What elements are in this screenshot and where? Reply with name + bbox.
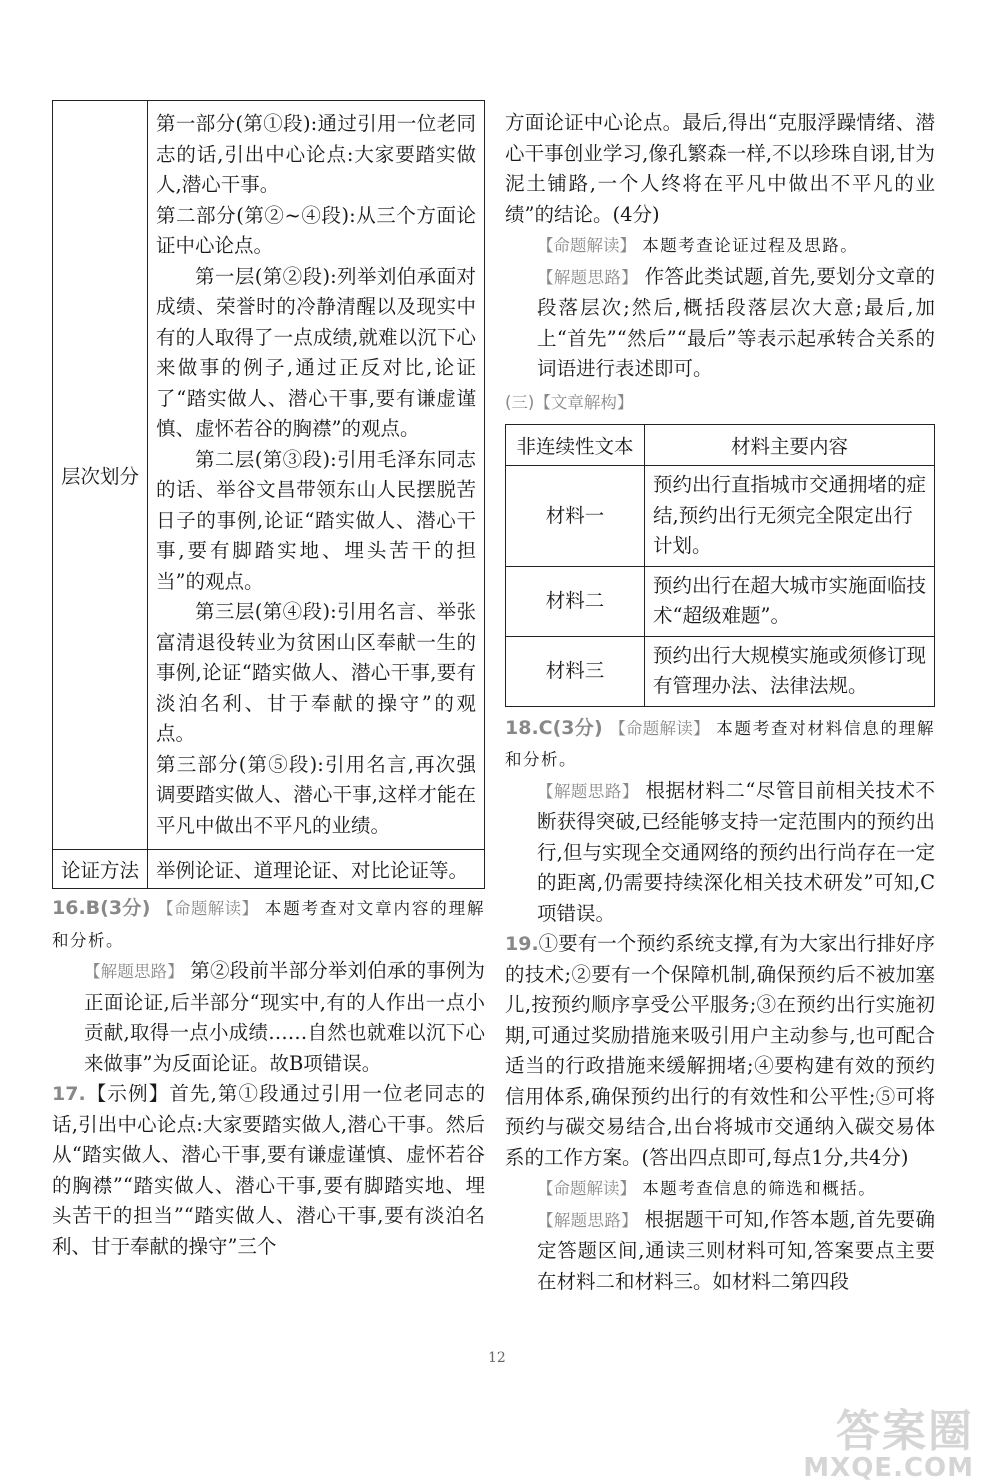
q16-interpret-text: 本题考查对文章内容的理解和分析。 xyxy=(52,899,486,950)
part-3: 第三部分(第⑤段):引用名言,再次强调要踏实做人、潜心干事,这样才能在平凡中做出不平凡的业绩。 xyxy=(156,752,476,837)
q17-tag-approach: 【解题思路】 xyxy=(537,267,639,287)
part-1: 第一部分(第①段):通过引用一位老同志的话,引出中心论点:大家要踏实做人,潜心干事。 xyxy=(156,112,476,196)
material-name: 材料一 xyxy=(506,466,645,567)
q18-approach-text: 根据材料二“尽管目前相关技术不断获得突破,已经能够支持一定范围内的预约出行,但与实现全交通网络的预约出行尚存在一定的距离,仍需要持续深化相关技术研发”可知,C项错误。 xyxy=(537,778,935,925)
watermark-url: MXQE.COM xyxy=(803,1453,974,1483)
table-row xyxy=(53,101,485,850)
row-label-layers: 层次划分 xyxy=(53,101,148,850)
table-row xyxy=(53,850,485,889)
table-row xyxy=(506,636,935,706)
q18-number: 18. xyxy=(505,716,539,739)
left-column xyxy=(52,100,485,1262)
col-header-text-type: 非连续性文本 xyxy=(506,425,645,466)
q16-number: 16. xyxy=(52,897,86,919)
q17-number: 17. xyxy=(52,1083,86,1105)
q19-tag-interpret: 【命题解读】 xyxy=(537,1179,636,1198)
material-content: 预约出行直指城市交通拥堵的症结,预约出行无须完全限定出行计划。 xyxy=(645,466,935,567)
section-3-heading: (三)【文章解构】 xyxy=(505,392,634,412)
q19-text: ①要有一个预约系统支撑,有为大家出行排好序的技术;②要有一个保障机制,确保预约后不被加塞儿,按预约顺序享受公平服务;③在预约出行实施初期,可通过奖励措施来吸引用户主动参与,也可配合适当的行政措施来缓解拥堵;④要构建有效的预约信用体系,确保预约出行的有效性和公平性;⑤可将预约与碳交易结合,出台将城市交通纳入碳交易体系的工作方案。(答出四点即可,每点1分,共4分) xyxy=(505,932,935,1169)
question-16 xyxy=(52,893,485,1079)
table-row xyxy=(506,566,935,636)
q19-number: 19. xyxy=(505,933,539,955)
col-header-content: 材料主要内容 xyxy=(645,425,935,466)
page-number: 12 xyxy=(488,1350,506,1366)
q16-answer: B(3分) xyxy=(85,897,151,919)
q16-tag-approach: 【解题思路】 xyxy=(84,962,184,981)
question-18 xyxy=(505,713,935,930)
layer-3: 第三层(第④段):引用名言、举张富清退役转业为贫困山区奉献一生的事例,论证“踏实做人、潜心干事,要有淡泊名利、甘于奉献的操守”的观点。 xyxy=(156,600,476,745)
q18-tag-interpret: 【命题解读】 xyxy=(609,718,710,738)
q19-interpret-text: 本题考查信息的筛选和概括。 xyxy=(642,1179,877,1198)
q19-approach-text: 根据题干可知,作答本题,首先要确定答题区间,通读三则材料可知,答案要点主要在材料二和材料三。如材料二第四段 xyxy=(537,1207,935,1293)
watermark-text: 答案圈 xyxy=(836,1406,974,1457)
table-header-row xyxy=(506,425,935,466)
q18-answer: C(3分) xyxy=(538,716,603,739)
right-column xyxy=(505,108,935,1297)
q16-tag-interpret: 【命题解读】 xyxy=(157,899,259,918)
part-2: 第二部分(第②~④段):从三个方面论证中心论点。 xyxy=(156,203,476,257)
watermark-logo xyxy=(803,1395,974,1483)
material-name: 材料三 xyxy=(506,636,645,706)
row-content-layers xyxy=(148,101,485,850)
q18-tag-approach: 【解题思路】 xyxy=(537,781,639,801)
question-19 xyxy=(505,929,935,1297)
q16-approach-text: 第②段前半部分举刘伯承的事例为正面论证,后半部分“现实中,有的人作出一点小贡献,取得一点小成绩……自然也就难以沉下心来做事”为反面论证。故B项错误。 xyxy=(84,959,485,1075)
layer-2: 第二层(第③段):引用毛泽东同志的话、举谷文昌带领东山人民摆脱苦日子的事例,论证“踏实做人、潜心干事,要有脚踏实地、埋头苦干的担当”的观点。 xyxy=(156,447,476,593)
q17-interpret-text: 本题考查论证过程及思路。 xyxy=(642,236,859,255)
row-content-methods: 举例论证、道理论证、对比论证等。 xyxy=(148,850,485,889)
layer-1: 第一层(第②段):列举刘伯承面对成绩、荣誉时的冷静清醒以及现实中有的人取得了一点成绩,就难以沉下心来做事的例子,通过正反对比,论证了“踏实做人、潜心干事,要有谦虚谨慎、虚怀若谷的胸襟”的观点。 xyxy=(156,264,476,440)
question-17 xyxy=(52,1079,485,1262)
row-label-methods: 论证方法 xyxy=(53,850,148,889)
q17-tag-interpret: 【命题解读】 xyxy=(537,236,636,255)
q19-tag-approach: 【解题思路】 xyxy=(537,1210,639,1230)
material-name: 材料二 xyxy=(506,566,645,636)
q17-continued: 方面论证中心论点。最后,得出“克服浮躁情绪、潜心干事创业学习,像孔繁森一样,不以珍珠自诩,甘为泥土铺路,一个人终将在平凡中做出不平凡的业绩”的结论。(4分) xyxy=(505,111,935,226)
q17-approach-text: 作答此类试题,首先,要划分文章的段落层次;然后,概括段落层次大意;最后,加上“首先”“然后”“最后”等表示起承转合关系的词语进行表述即可。 xyxy=(537,264,935,380)
structure-table xyxy=(52,100,485,889)
material-content: 预约出行大规模实施或须修订现有管理办法、法律法规。 xyxy=(645,636,935,706)
table-row xyxy=(506,466,935,567)
materials-table xyxy=(505,424,935,707)
q18-interpret-text: 本题考查对材料信息的理解和分析。 xyxy=(505,718,936,769)
material-content: 预约出行在超大城市实施面临技术“超级难题”。 xyxy=(645,566,935,636)
q17-text: 【示例】首先,第①段通过引用一位老同志的话,引出中心论点:大家要踏实做人,潜心干事。然后从“踏实做人、潜心干事,要有谦虚谨慎、虚怀若谷的胸襟”“踏实做人、潜心干事,要有脚踏实地、埋头苦干的担当”“踏实做人、潜心干事,要有淡泊名利、甘于奉献的操守”三个 xyxy=(52,1082,485,1258)
